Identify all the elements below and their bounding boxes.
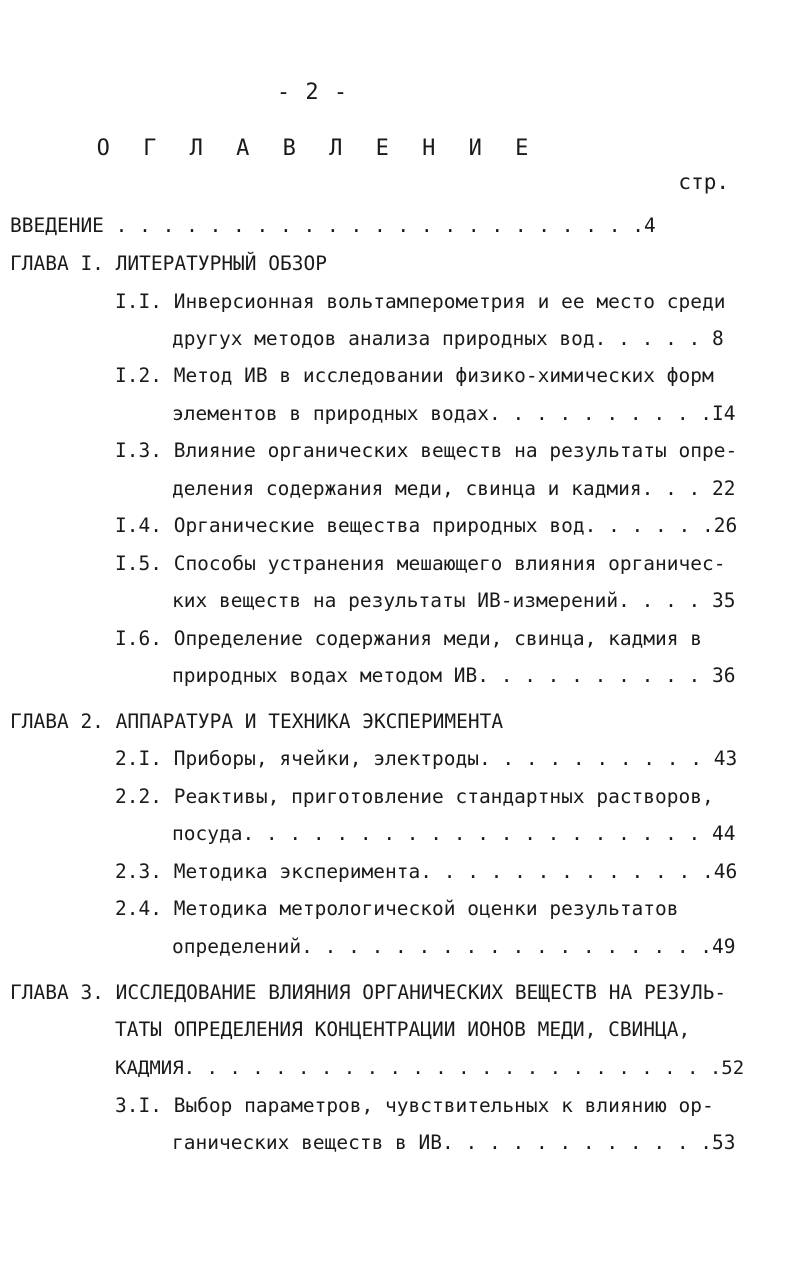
toc-line-2-2-cont: посуда. . . . . . . . . . . . . . . . . . . . 44 <box>172 822 736 845</box>
toc-title: О Г Л А В Л Е Н И Е <box>96 136 539 161</box>
page-number: - 2 - <box>276 80 349 105</box>
toc-line-1-3: I.3. Влияние органических веществ на результаты опре- <box>115 439 738 462</box>
toc-line-1-1-cont: другух методов анализа природных вод. . . . . 8 <box>172 327 724 350</box>
toc-line-2-4-cont: определений. . . . . . . . . . . . . . . . . .49 <box>172 935 736 958</box>
toc-line-chapter-1: ГЛАВА I. ЛИТЕРАТУРНЫЙ ОБЗОР <box>10 252 327 275</box>
page-column-label: стр. <box>678 170 729 194</box>
toc-line-2-2: 2.2. Реактивы, приготовление стандартных растворов, <box>115 785 714 808</box>
toc-line-1-5: I.5. Способы устранения мешающего влияния органичес- <box>115 552 726 575</box>
toc-line-chapter-2: ГЛАВА 2. АППАРАТУРА И ТЕХНИКА ЭКСПЕРИМЕНТА <box>10 710 504 733</box>
toc-line-2-4: 2.4. Методика метрологической оценки результатов <box>115 897 679 920</box>
toc-line-1-6-cont: природных водах методом ИВ. . . . . . . . . . 36 <box>172 664 736 687</box>
toc-line-2-3: 2.3. Методика эксперимента. . . . . . . . . . . . .46 <box>115 860 738 883</box>
toc-line-1-3-cont: деления содержания меди, свинца и кадмия. . . 22 <box>172 477 736 500</box>
toc-line-1-6: I.6. Определение содержания меди, свинца, кадмия в <box>115 627 702 650</box>
toc-line-2-1: 2.I. Приборы, ячейки, электроды. . . . . . . . . . 43 <box>115 747 738 770</box>
toc-line-3-1: 3.I. Выбор параметров, чувствительных к влиянию ор- <box>115 1094 714 1117</box>
toc-line-introduction: ВВЕДЕНИЕ . . . . . . . . . . . . . . . . . . . . . . .4 <box>10 214 656 237</box>
toc-line-1-1: I.I. Инверсионная вольтамперометрия и ее место среди <box>115 290 726 313</box>
toc-line-3-1-cont: ганических веществ в ИВ. . . . . . . . . . . .53 <box>172 1131 736 1154</box>
toc-line-1-5-cont: ких веществ на результаты ИВ-измерений. . . . 35 <box>172 589 736 612</box>
toc-line-1-2: I.2. Метод ИВ в исследовании физико-химических форм <box>115 364 714 387</box>
toc-line-chapter-3-cont-1: ТАТЫ ОПРЕДЕЛЕНИЯ КОНЦЕНТРАЦИИ ИОНОВ МЕДИ, СВИНЦА, <box>115 1018 691 1041</box>
toc-line-1-2-cont: элементов в природных водах. . . . . . . . . .I4 <box>172 402 736 425</box>
toc-line-chapter-3-cont-2: КАДМИЯ. . . . . . . . . . . . . . . . . . . . . . . .52 <box>115 1057 745 1079</box>
toc-line-1-4: I.4. Органические вещества природных вод. . . . . .26 <box>115 514 738 537</box>
toc-line-chapter-3: ГЛАВА 3. ИССЛЕДОВАНИЕ ВЛИЯНИЯ ОРГАНИЧЕСКИХ ВЕЩЕСТВ НА РЕЗУЛЬ- <box>10 981 727 1004</box>
